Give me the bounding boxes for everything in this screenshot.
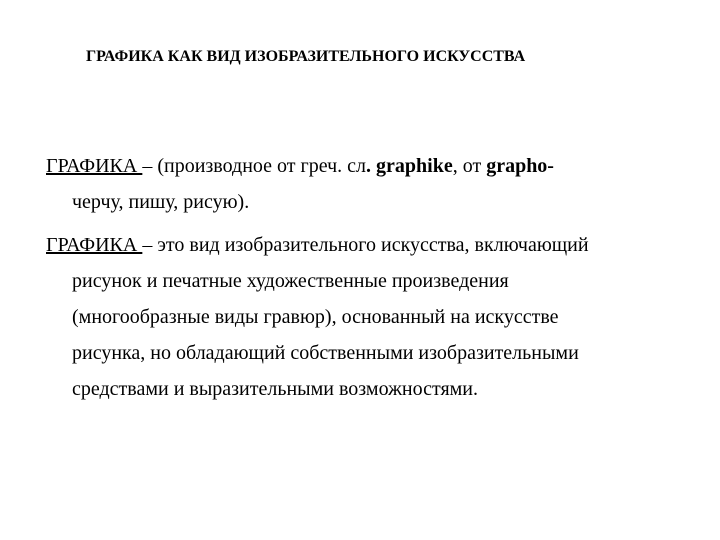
definition-2-term: ГРАФИКА — [46, 234, 143, 256]
definition-1-line-2: черчу, пишу, рисую). — [72, 191, 250, 213]
definition-1-text-b: , от — [452, 155, 487, 177]
definition-paragraph-1 — [46, 148, 686, 220]
slide-title: ГРАФИКА КАК ВИД ИЗОБРАЗИТЕЛЬНОГО ИСКУССТВА — [86, 48, 526, 65]
definition-2-line-5: средствами и выразительными возможностями. — [72, 378, 478, 400]
definition-2-text: – это вид изобразительного искусства, включающий — [142, 234, 589, 256]
definition-1-greek-word: . graphike — [366, 155, 453, 177]
definition-paragraph-2 — [46, 227, 686, 407]
definition-1-term: ГРАФИКА — [46, 155, 143, 177]
definition-1-line-1 — [46, 148, 686, 184]
definition-1-text-a: – (производное от греч. сл — [142, 155, 367, 177]
definition-2-line-4: рисунка, но обладающий собственными изобразительными — [72, 342, 579, 364]
definition-2-line-3: (многообразные виды гравюр), основанный на искусстве — [72, 306, 559, 328]
definition-2-line-2: рисунок и печатные художественные произведения — [72, 270, 509, 292]
definition-1-root-word: grapho- — [486, 155, 554, 177]
definition-2-line-1 — [46, 227, 686, 263]
